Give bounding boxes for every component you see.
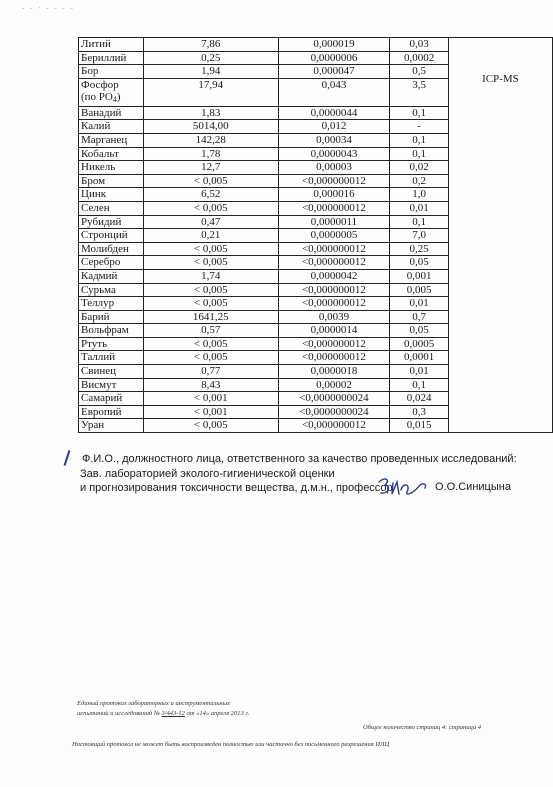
footer-notice: Настоящий протокол не может быть воспроизведен полностью или частично без письменного разрешения ИЛЦ: [72, 741, 390, 748]
value-cell-v3: 0,001: [390, 269, 449, 283]
value-cell-v1: 8,43: [143, 378, 278, 392]
value-cell-v1: 1,78: [143, 147, 278, 161]
checkmark-icon: [64, 450, 71, 466]
value-cell-v2: <0,000000012: [278, 201, 390, 215]
element-name-cell: Серебро: [79, 256, 144, 270]
method-cell: [448, 38, 552, 433]
element-name-cell: Кобальт: [79, 147, 144, 161]
value-cell-v1: < 0,005: [143, 174, 278, 188]
value-cell-v2: 0,0000006: [278, 51, 390, 65]
value-cell-v3: -: [390, 120, 449, 134]
element-name-cell: Сурьма: [79, 283, 144, 297]
value-cell-v1: 6,52: [143, 188, 278, 202]
value-cell-v2: 0,000019: [278, 38, 390, 52]
value-cell-v3: 0,005: [390, 283, 449, 297]
element-name-cell: Бром: [79, 174, 144, 188]
value-cell-v1: < 0,005: [143, 419, 278, 433]
value-cell-v1: < 0,005: [143, 297, 278, 311]
value-cell-v3: 7,0: [390, 229, 449, 243]
value-cell-v2: 0,043: [278, 78, 390, 106]
element-name-cell: Европий: [79, 405, 144, 419]
value-cell-v2: 0,00002: [278, 378, 390, 392]
value-cell-v3: 0,0005: [390, 337, 449, 351]
element-name-cell: Самарий: [79, 392, 144, 406]
value-cell-v1: 5014,00: [143, 120, 278, 134]
responsible-title: Ф.И.О., должностного лица, ответственного за качество проведенных исследований:: [82, 453, 517, 465]
value-cell-v2: 0,0000005: [278, 229, 390, 243]
responsible-position-cont: и прогнозирования токсичности вещества, д.м.н., профессор: [80, 482, 393, 494]
element-name-cell: Висмут: [79, 378, 144, 392]
value-cell-v2: 0,0039: [278, 310, 390, 324]
element-name-cell: Литий: [79, 38, 144, 52]
value-cell-v3: 0,02: [390, 161, 449, 175]
value-cell-v1: 0,25: [143, 51, 278, 65]
value-cell-v3: 0,0001: [390, 351, 449, 365]
value-cell-v1: < 0,005: [143, 201, 278, 215]
value-cell-v2: 0,0000018: [278, 365, 390, 379]
value-cell-v3: 0,01: [390, 365, 449, 379]
elements-table: [78, 37, 553, 433]
value-cell-v3: 0,7: [390, 310, 449, 324]
value-cell-v2: 0,0000014: [278, 324, 390, 338]
element-name-cell: Ртуть: [79, 337, 144, 351]
value-cell-v3: 0,05: [390, 256, 449, 270]
value-cell-v2: 0,000047: [278, 65, 390, 79]
element-name-cell: Фосфор (по $PO_4$): [79, 78, 144, 106]
element-name-cell: Марганец: [79, 133, 144, 147]
value-cell-v1: < 0,005: [143, 242, 278, 256]
value-cell-v1: < 0,005: [143, 337, 278, 351]
value-cell-v1: 17,94: [143, 78, 278, 106]
value-cell-v2: 0,012: [278, 120, 390, 134]
value-cell-v1: 12,7: [143, 161, 278, 175]
value-cell-v2: <0,000000012: [278, 419, 390, 433]
value-cell-v2: 0,00034: [278, 133, 390, 147]
value-cell-v2: 0,000016: [278, 188, 390, 202]
value-cell-v3: 0,0002: [390, 51, 449, 65]
element-name-cell: Бор: [79, 65, 144, 79]
scan-mark: - - · - - - -: [22, 4, 75, 12]
value-cell-v1: 0,57: [143, 324, 278, 338]
value-cell-v3: 0,1: [390, 378, 449, 392]
value-cell-v2: 0,0000042: [278, 269, 390, 283]
value-cell-v2: 0,00003: [278, 161, 390, 175]
element-name-cell: Свинец: [79, 365, 144, 379]
value-cell-v3: 0,01: [390, 201, 449, 215]
value-cell-v1: 0,21: [143, 229, 278, 243]
element-name-cell: Никель: [79, 161, 144, 175]
element-name-cell: Стронций: [79, 229, 144, 243]
element-name-cell: Вольфрам: [79, 324, 144, 338]
footer-protocol-line2: испытаний и исследований № 3/443-12 от «14» апреля 2013 г.: [77, 710, 250, 717]
value-cell-v2: <0,000000012: [278, 256, 390, 270]
element-name-cell: Барий: [79, 310, 144, 324]
value-cell-v1: < 0,005: [143, 351, 278, 365]
value-cell-v3: 0,1: [390, 147, 449, 161]
value-cell-v2: 0,0000044: [278, 106, 390, 120]
value-cell-v1: < 0,005: [143, 283, 278, 297]
value-cell-v3: 0,1: [390, 215, 449, 229]
element-name-cell: Калий: [79, 120, 144, 134]
value-cell-v2: <0,000000012: [278, 174, 390, 188]
signature-icon: [375, 474, 430, 500]
value-cell-v2: <0,000000012: [278, 242, 390, 256]
value-cell-v3: 0,3: [390, 405, 449, 419]
value-cell-v1: 7,86: [143, 38, 278, 52]
responsible-position: Зав. лабораторией эколого-гигиенической оценки: [80, 468, 335, 480]
value-cell-v1: 1,74: [143, 269, 278, 283]
element-name-cell: Кадмий: [79, 269, 144, 283]
element-name-cell: Бериллий: [79, 51, 144, 65]
value-cell-v3: 0,01: [390, 297, 449, 311]
element-name-cell: Рубидий: [79, 215, 144, 229]
value-cell-v2: <0,000000012: [278, 297, 390, 311]
element-name-cell: Теллур: [79, 297, 144, 311]
method-label: ICP-MS: [482, 73, 519, 85]
value-cell-v2: <0,0000000024: [278, 392, 390, 406]
value-cell-v3: 0,015: [390, 419, 449, 433]
footer-protocol-line1: Единый протокол лабораторных и инструментальных: [77, 700, 230, 707]
value-cell-v1: < 0,001: [143, 392, 278, 406]
value-cell-v3: 0,1: [390, 106, 449, 120]
element-name-cell: Таллий: [79, 351, 144, 365]
value-cell-v2: <0,0000000024: [278, 405, 390, 419]
value-cell-v3: 0,024: [390, 392, 449, 406]
element-name-cell: Цинк: [79, 188, 144, 202]
element-name-cell: Селен: [79, 201, 144, 215]
value-cell-v2: 0,0000043: [278, 147, 390, 161]
value-cell-v2: 0,0000011: [278, 215, 390, 229]
value-cell-v1: 0,77: [143, 365, 278, 379]
value-cell-v2: <0,000000012: [278, 351, 390, 365]
value-cell-v2: <0,000000012: [278, 283, 390, 297]
value-cell-v1: 1,83: [143, 106, 278, 120]
signatory-name: О.О.Синицына: [435, 481, 511, 493]
value-cell-v1: 1641,25: [143, 310, 278, 324]
value-cell-v3: 0,05: [390, 324, 449, 338]
value-cell-v3: 0,25: [390, 242, 449, 256]
value-cell-v2: <0,000000012: [278, 337, 390, 351]
element-name-cell: Ванадий: [79, 106, 144, 120]
value-cell-v3: 0,03: [390, 38, 449, 52]
value-cell-v1: 1,94: [143, 65, 278, 79]
table-row: [79, 38, 553, 52]
value-cell-v1: < 0,001: [143, 405, 278, 419]
value-cell-v3: 0,5: [390, 65, 449, 79]
value-cell-v1: < 0,005: [143, 256, 278, 270]
value-cell-v1: 142,28: [143, 133, 278, 147]
value-cell-v3: 1,0: [390, 188, 449, 202]
footer-page-count: Общее количество страниц 4: страница 4: [363, 724, 481, 731]
value-cell-v1: 0,47: [143, 215, 278, 229]
value-cell-v3: 3,5: [390, 78, 449, 106]
value-cell-v3: 0,2: [390, 174, 449, 188]
value-cell-v3: 0,1: [390, 133, 449, 147]
element-name-cell: Уран: [79, 419, 144, 433]
element-name-cell: Молибден: [79, 242, 144, 256]
